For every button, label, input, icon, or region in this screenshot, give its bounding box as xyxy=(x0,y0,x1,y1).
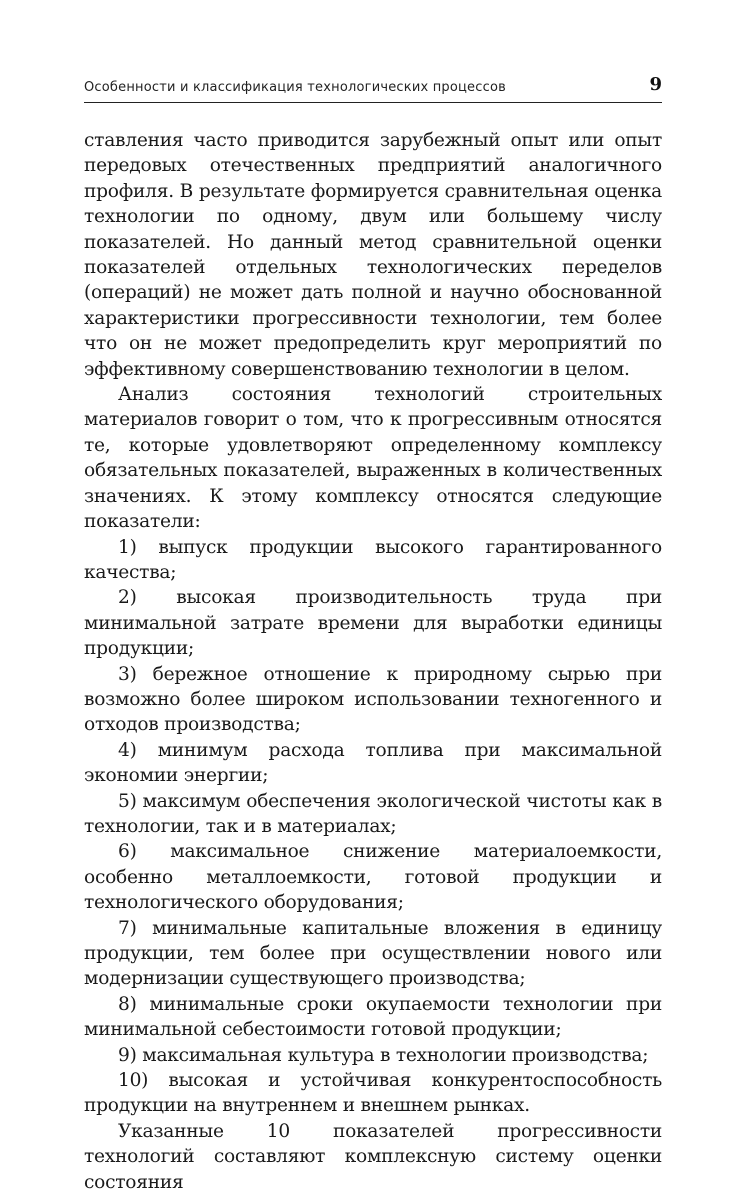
list-item-8: 8) минимальные сроки окупаемости технологии при минимальной себестоимости готовой продукции; xyxy=(84,993,662,1041)
list-item-4: 4) минимум расхода топлива при максимальной экономии энергии; xyxy=(84,739,662,787)
running-title: Особенности и классификация технологических процессов xyxy=(84,80,506,95)
paragraph-continued: ставления часто приводится зарубежный опыт или опыт передовых отечественных предприятий аналогичного профиля. В результате формируется сравнительная оценка технологии по одному, двум или большему числу показателей. Но данный метод сравнительной оценки показателей отдельных технологических переделов (операций) не может дать полной и научно обоснованной характеристики прогрессивности технологии, тем более что он не может предопределить круг мероприятий по эффективному совершенствованию технологии в целом. xyxy=(84,130,662,380)
running-header xyxy=(84,66,662,103)
list-item-10: 10) высокая и устойчивая конкурентоспособность продукции на внутреннем и внешнем рынках. xyxy=(84,1070,662,1117)
list-item-9: 9) максимальная культура в технологии производства; xyxy=(118,1044,649,1066)
list-item-5: 5) максимум обеспечения экологической чистоты как в технологии, так и в материалах; xyxy=(84,790,662,837)
list-item-7: 7) минимальные капитальные вложения в единицу продукции, тем более при осуществлении нового или модернизации существующего производства; xyxy=(84,917,662,990)
paragraph-summary: Указанные 10 показателей прогрессивности технологий составляют комплексную систему оценки состояния xyxy=(84,1120,662,1193)
paragraph-analysis: Анализ состояния технологий строительных материалов говорит о том, что к прогрессивным относятся те, которые удовлетворяют определенному комплексу обязательных показателей, выраженных в количественных значениях. К этому комплексу относятся следующие показатели: xyxy=(84,384,662,533)
list-item-3: 3) бережное отношение к природному сырью при возможно более широком использовании техногенного и отходов производства; xyxy=(84,663,662,736)
list-item-1: 1) выпуск продукции высокого гарантированного качества; xyxy=(84,536,662,583)
page-number: 9 xyxy=(649,74,662,95)
body-text xyxy=(84,128,662,1195)
list-item-2: 2) высокая производительность труда при минимальной затрате времени для выработки единицы продукции; xyxy=(84,587,662,660)
list-item-6: 6) максимальное снижение материалоемкости, особенно металлоемкости, готовой продукции и технологического оборудования; xyxy=(84,841,662,914)
